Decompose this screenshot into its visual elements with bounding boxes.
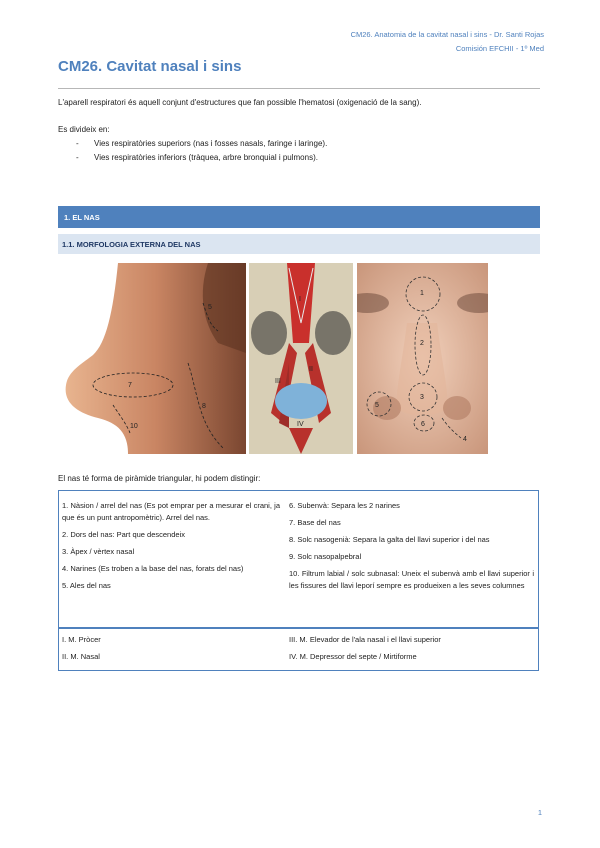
figure-label: 5	[375, 402, 379, 409]
bullet-text: Vies respiratòries superiors (nas i fosses nasals, faringe i laringe).	[94, 139, 328, 148]
subsection-heading: 1.1. MORFOLOGIA EXTERNA DEL NAS	[62, 240, 201, 249]
section-heading-bar	[58, 206, 540, 228]
bullet-marker: -	[76, 139, 79, 148]
parts-left-column	[62, 500, 280, 597]
header-line-2: Comisión EFCHII - 1º Med	[455, 44, 544, 53]
nose-parts-table	[58, 490, 539, 671]
parts-right-column	[289, 500, 534, 597]
muscles-right-column	[289, 634, 534, 668]
nasal-muscles-illustration	[249, 263, 353, 454]
pyramid-text: El nas té forma de piràmide triangular, hi podem distingir:	[58, 474, 261, 483]
figure-label: II	[309, 366, 313, 373]
title-divider	[58, 88, 540, 89]
page-title: CM26. Cavitat nasal i sins	[58, 58, 242, 75]
page-number: 1	[537, 808, 542, 817]
figure-label: 8	[202, 403, 206, 410]
muscle-item: I. M. Pròcer	[62, 635, 101, 644]
figure-label: 7	[128, 382, 132, 389]
figure-label: 10	[130, 423, 138, 430]
part-item: 10. Filtrum labial / solc subnasal: Uneix el subenvà amb el llavi superior i les fissures del llavi leporí sempre es produeixen a les seves columnes	[289, 569, 534, 590]
figure-label: 4	[463, 436, 467, 443]
nose-frontal-photo	[357, 263, 488, 454]
part-item: 9. Solc nasopalpebral	[289, 552, 362, 561]
bullet-text: Vies respiratòries inferiors (tràquea, arbre bronquial i pulmons).	[94, 153, 318, 162]
part-item: 3. Àpex / vèrtex nasal	[62, 547, 135, 556]
part-item: 4. Narines (Es troben a la base del nas, forats del nas)	[62, 564, 244, 573]
running-header	[351, 28, 544, 56]
figure-label: III	[275, 378, 281, 385]
muscle-item: IV. M. Depressor del septe / Mirtiforme	[289, 652, 417, 661]
part-item: 6. Subenvà: Separa les 2 narines	[289, 501, 400, 510]
nose-profile-photo	[58, 263, 246, 454]
part-item: 7. Base del nas	[289, 518, 341, 527]
part-item: 8. Solc nasogenià: Separa la galta del llavi superior i del nas	[289, 535, 490, 544]
figure-label: 2	[420, 340, 424, 347]
muscles-left-column	[62, 634, 280, 668]
part-item: 5. Ales del nas	[62, 581, 111, 590]
muscle-item: III. M. Elevador de l'ala nasal i el llavi superior	[289, 635, 441, 644]
divides-label: Es divideix en:	[58, 125, 110, 134]
figure-label: I	[299, 296, 301, 303]
intro-paragraph: L'aparell respiratori és aquell conjunt d'estructures que fan possible l'hematosi (oxigenació de la sang).	[58, 98, 422, 107]
bullet-item	[76, 153, 318, 162]
subsection-heading-bar	[58, 234, 540, 254]
bullet-item	[76, 139, 327, 148]
part-item: 1. Nàsion / arrel del nas (Es pot emprar per a mesurar el crani, ja que és un punt antropomètric). Arrel del nas.	[62, 501, 280, 522]
header-line-1: CM26. Anatomia de la cavitat nasal i sins - Dr. Santi Rojas	[350, 30, 544, 39]
figure-label: IV	[297, 421, 304, 428]
figure-label: 6	[421, 421, 425, 428]
section-heading: 1. EL NAS	[64, 213, 100, 222]
figure-label: 5	[208, 304, 212, 311]
muscle-item: II. M. Nasal	[62, 652, 100, 661]
figure-label: 3	[420, 394, 424, 401]
part-item: 2. Dors del nas: Part que descendeix	[62, 530, 185, 539]
bullet-marker: -	[76, 153, 79, 162]
table-divider	[59, 627, 538, 629]
figure-label: 1	[420, 290, 424, 297]
